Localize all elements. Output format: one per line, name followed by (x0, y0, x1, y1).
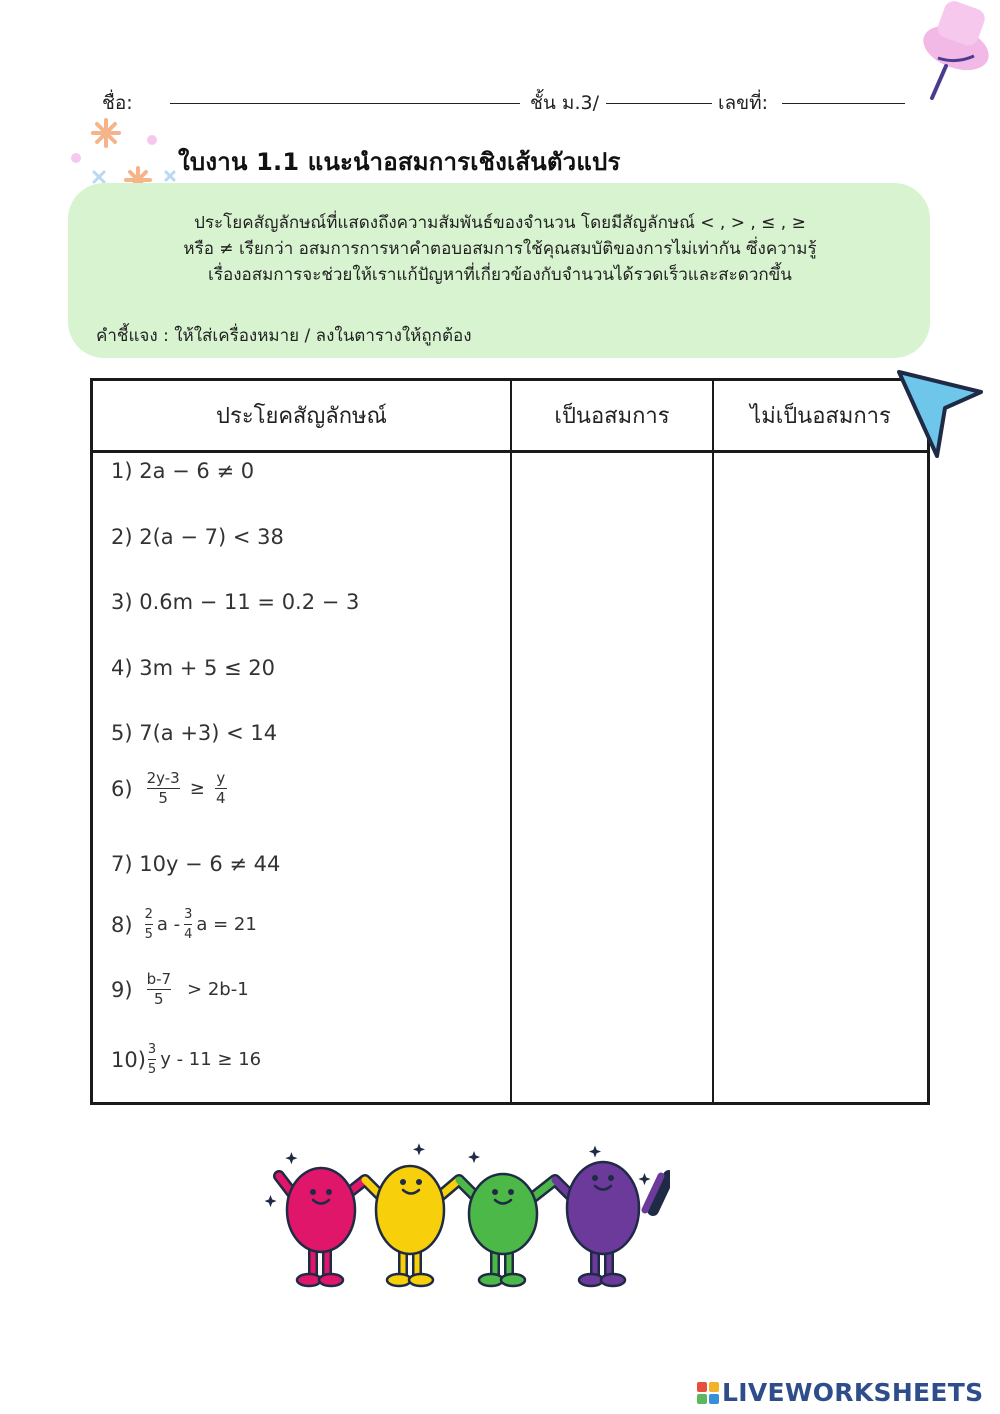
number-blank[interactable] (782, 103, 905, 104)
row-8-number: 8) (111, 912, 133, 937)
row-8-var: a - (156, 914, 181, 935)
table-divider-1 (510, 381, 512, 1102)
row-8-f1-bottom: 5 (144, 927, 153, 942)
row-8-f2-bottom: 4 (184, 927, 193, 942)
col-header-statement: ประโยคสัญลักษณ์ (216, 404, 387, 429)
liveworksheets-logo (697, 1378, 983, 1407)
answer-column-not-inequality[interactable] (715, 453, 927, 1103)
row-6-operator: ≥ (189, 778, 205, 799)
row-8-f1-top: 2 (144, 907, 153, 922)
page-title: ใบงาน 1.1 แนะนำอสมการเชิงเส้นตัวแปร (178, 148, 621, 176)
row-10-f-top: 3 (147, 1042, 157, 1057)
row-4: 4) 3m + 5 ≤ 20 (111, 656, 276, 680)
row-7: 7) 10y − 6 ≠ 44 (111, 852, 281, 876)
row-10 (111, 1042, 261, 1077)
row-8-f2-top: 3 (184, 907, 193, 922)
row-10-f-bottom: 5 (147, 1062, 157, 1077)
instruction-text: คำชี้แจง : ให้ใส่เครื่องหมาย / ลงในตารางให้ถูกต้อง (96, 326, 472, 346)
col-header-not-inequality: ไม่เป็นอสมการ (750, 404, 891, 429)
answer-column-inequality[interactable] (513, 453, 711, 1103)
class-label: ชั้น ม.3/ (530, 92, 599, 114)
arrow-cursor-icon (893, 366, 988, 464)
row-9-f-bottom: 5 (154, 990, 164, 1008)
row-10-fraction (148, 1042, 156, 1077)
intro-text (80, 210, 920, 288)
row-6-fraction-2 (215, 771, 227, 806)
row-6-fraction-1 (147, 771, 180, 806)
liveworksheets-logo-text: LIVEWORKSHEETS (722, 1378, 984, 1407)
intro-line-2: หรือ ≠ เรียกว่า อสมการการหาคำตอบอสมการใช้คุณสมบัติของการไม่เท่ากัน ซึ่งความรู้ (183, 239, 817, 259)
row-5: 5) 7(a +3) < 14 (111, 721, 278, 745)
name-label: ชื่อ: (102, 92, 133, 114)
row-9-number: 9) (111, 977, 133, 1002)
liveworksheets-logo-icon (697, 1382, 719, 1404)
intro-line-1: ประโยคสัญลักษณ์ที่แสดงถึงความสัมพันธ์ของจำนวน โดยมีสัญลักษณ์ < , > , ≤ , ≥ (194, 213, 806, 233)
happy-characters-illustration (265, 1140, 670, 1290)
name-blank[interactable] (170, 103, 520, 104)
row-10-number: 10) (111, 1047, 146, 1072)
row-6-f2-bottom: 4 (216, 789, 226, 807)
row-6-f1-bottom: 5 (158, 789, 168, 807)
row-6-f1-top: 2y-3 (146, 769, 180, 787)
intro-line-3: เรื่องอสมการจะช่วยให้เราแก้ปัญหาที่เกี่ยวข้องกับจำนวนได้รวดเร็วและสะดวกขึ้น (208, 265, 792, 285)
row-1: 1) 2a − 6 ≠ 0 (111, 459, 255, 483)
row-8-fraction-2 (184, 907, 192, 942)
col-header-inequality: เป็นอสมการ (554, 404, 670, 429)
push-pin-icon (900, 0, 1000, 105)
row-3: 3) 0.6m − 11 = 0.2 − 3 (111, 590, 360, 614)
row-6 (111, 771, 231, 806)
answer-table (90, 378, 930, 1105)
class-blank[interactable] (606, 103, 712, 104)
table-divider-2 (712, 381, 714, 1102)
row-6-f2-top: y (216, 769, 226, 787)
row-9-rest: > 2b-1 (187, 979, 249, 1000)
row-2: 2) 2(a − 7) < 38 (111, 525, 284, 549)
row-10-rest: y - 11 ≥ 16 (160, 1049, 262, 1070)
row-9-fraction (147, 972, 171, 1007)
row-8-rest: a = 21 (196, 914, 257, 935)
row-6-number: 6) (111, 776, 133, 801)
number-label: เลขที่: (718, 92, 769, 114)
row-9-f-top: b-7 (146, 970, 172, 988)
row-8-fraction-1 (145, 907, 153, 942)
row-8 (111, 907, 257, 942)
row-9 (111, 972, 249, 1007)
